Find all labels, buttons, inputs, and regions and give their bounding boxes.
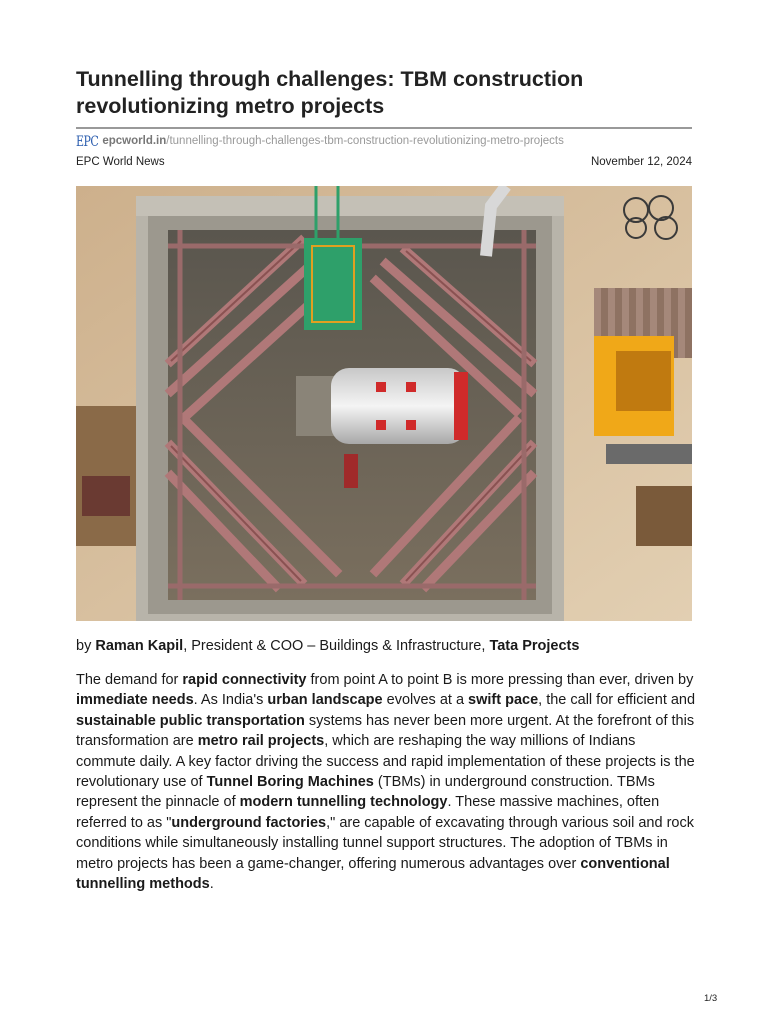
body-text: from point A to point B is more pressing than ever, driven by [306,672,694,688]
author-company: Tata Projects [489,638,580,654]
author-role: , President & COO – Buildings & Infrastructure, [183,638,490,654]
body-text: , which are reshaping the way millions of Indians commute daily. A key factor driving the success and rapid implementation of these projects is the revolutionary use of [76,733,695,791]
title-divider [76,127,692,129]
publisher-name: EPC World News [76,156,165,168]
body-text: evolves at a [382,692,469,709]
body-emphasis: Tunnel Boring Machines [206,774,374,791]
author-name: Raman Kapil [95,638,184,654]
body-emphasis: immediate needs [76,692,194,709]
body-emphasis: conventional tunnelling methods [76,855,670,893]
article-title: Tunnelling through challenges: TBM construction revolutionizing metro projects [76,67,584,118]
body-emphasis: metro rail projects [197,733,325,750]
body-emphasis: sustainable public transportation [76,712,305,729]
body-emphasis: rapid connectivity [182,672,307,688]
body-text: . As India's [193,692,268,709]
body-text: The demand for [76,672,183,688]
epc-logo-icon: EPC [76,132,99,150]
page-number: 1/3 [704,993,718,1004]
body-emphasis: swift pace [468,692,539,709]
body-text: , the call for efficient and [538,692,696,709]
byline-prefix: by [76,638,96,654]
body-text: ," are capable of excavating through various soil and rock conditions while simultaneously installing tunnel support structures. The adoption of TBMs in metro projects has been a game-changer, offering numerous advantages over [76,814,694,872]
tbm-shaft-photo [76,186,692,621]
body-text: . [209,876,214,893]
body-emphasis: modern tunnelling technology [239,794,448,811]
source-path: /tunnelling-through-challenges-tbm-construction-revolutionizing-metro-projects [166,135,564,147]
article-byline [76,636,692,656]
source-domain: epcworld.in [102,135,167,147]
body-text: systems has never been more urgent. At the forefront of this transformation are [76,712,695,750]
body-text: . These massive machines, often referred to as " [76,794,660,831]
body-text: (TBMs) in underground construction. TBMs represent the pinnacle of [76,774,655,811]
body-emphasis: urban landscape [267,692,383,709]
body-emphasis: underground factories [171,814,327,831]
article-body-paragraph [76,670,696,894]
source-link[interactable] [76,133,564,149]
publish-date: November 12, 2024 [590,156,692,168]
